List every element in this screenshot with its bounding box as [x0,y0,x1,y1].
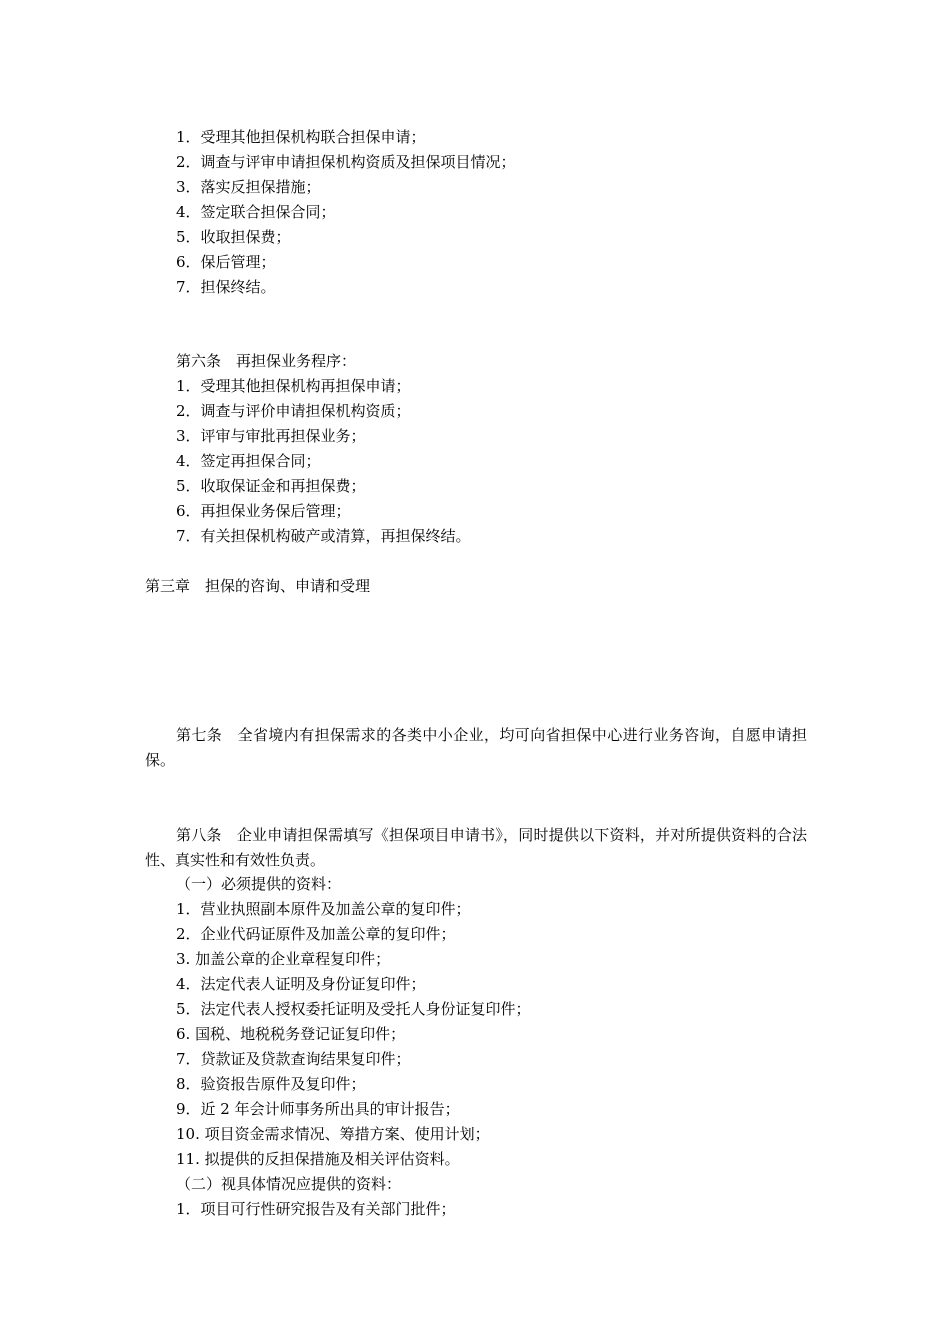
list-item: 9．近 2 年会计师事务所出具的审计报告； [176,1100,460,1118]
list-item: 3．落实反担保措施； [176,178,321,196]
list-item: 2．调查与评价申请担保机构资质； [176,402,411,420]
list-item: 1．项目可行性研究报告及有关部门批件； [176,1200,456,1218]
required-materials-heading: （一）必须提供的资料： [176,875,342,893]
list-item: 4．签定联合担保合同； [176,203,336,221]
list-item: 3. 加盖公章的企业章程复印件； [176,950,391,968]
list-item: 11. 拟提供的反担保措施及相关评估资料。 [176,1150,460,1168]
list-item: 1．受理其他担保机构再担保申请； [176,377,411,395]
article-7-paragraph: 第七条 全省境内有担保需求的各类中小企业，均可向省担保中心进行业务咨询，自愿申请担保。 [145,726,807,769]
list-item: 4．法定代表人证明及身份证复印件； [176,975,426,993]
list-item: 6．再担保业务保后管理； [176,502,351,520]
list-item: 5．法定代表人授权委托证明及受托人身份证复印件； [176,1000,531,1018]
list-item: 10. 项目资金需求情况、筹措方案、使用计划； [176,1125,490,1143]
list-item: 6．保后管理； [176,253,276,271]
list-item: 5．收取保证金和再担保费； [176,477,366,495]
list-item: 5．收取担保费； [176,228,291,246]
article-8-paragraph: 第八条 企业申请担保需填写《担保项目申请书》，同时提供以下资料，并对所提供资料的合法性、真实性和有效性负责。 [145,826,807,869]
list-item: 7．有关担保机构破产或清算，再担保终结。 [176,527,471,545]
list-item: 7．担保终结。 [176,278,276,296]
list-item: 3．评审与审批再担保业务； [176,427,366,445]
list-item: 1．营业执照副本原件及加盖公章的复印件； [176,900,471,918]
list-item: 2．调查与评审申请担保机构资质及担保项目情况； [176,153,516,171]
list-item: 7．贷款证及贷款查询结果复印件； [176,1050,411,1068]
article-6-heading: 第六条 再担保业务程序： [176,352,357,370]
list-item: 6. 国税、地税税务登记证复印件； [176,1025,406,1043]
conditional-materials-heading: （二）视具体情况应提供的资料： [176,1175,402,1193]
list-item: 4．签定再担保合同； [176,452,321,470]
list-item: 2．企业代码证原件及加盖公章的复印件； [176,925,456,943]
chapter-title: 第三章 担保的咨询、申请和受理 [145,577,371,595]
list-item: 8．验资报告原件及复印件； [176,1075,366,1093]
list-item: 1．受理其他担保机构联合担保申请； [176,128,426,146]
